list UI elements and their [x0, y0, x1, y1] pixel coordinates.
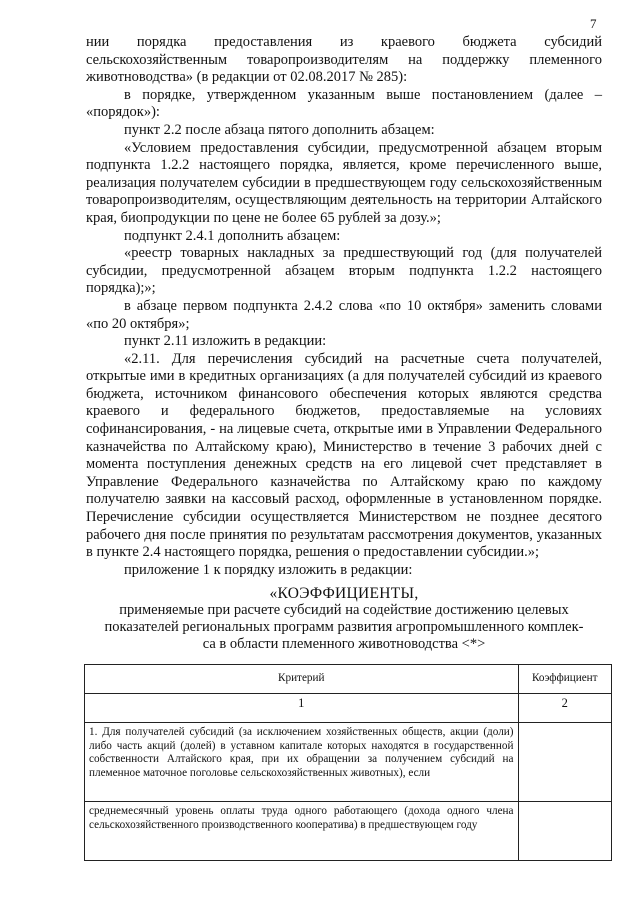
coefficient-cell [518, 723, 612, 802]
appendix-heading [86, 585, 602, 653]
column-header-criterion: Критерий [85, 665, 519, 694]
paragraph: в порядке, утвержденном указанным выше постановлением (далее – «порядок»): [86, 86, 602, 121]
criterion-cell: среднемесячный уровень оплаты труда одного работающего (дохода одного члена сельскохозяйственного производственного кооператива) в предшествующем году [85, 802, 519, 861]
table-header-row [85, 665, 612, 694]
table-row [85, 723, 612, 802]
appendix-subtitle-line: са в области племенного животноводства <*> [202, 636, 486, 653]
paragraph: «реестр товарных накладных за предшествующий год (для получателей субсидии, предусмотренной абзацем вторым подпункта 1.2.2 настоящего порядка);»; [86, 245, 602, 297]
column-number: 2 [518, 694, 612, 723]
appendix-subtitle-line: применяемые при расчете субсидий на содействие достижению целевых [119, 602, 569, 619]
criterion-cell: 1. Для получателей субсидий (за исключением хозяйственных обществ, акции (доли) либо часть акций (долей) в уставном капитале которых находятся в государственной собственности Алтайского края, при их обращении за получением субсидий на племенное маточное поголовье сельскохозяйственных животных), если [85, 723, 519, 802]
column-number: 1 [85, 694, 519, 723]
paragraph: нии порядка предоставления из краевого бюджета субсидий сельскохозяйственным товаропроизводителям на поддержку племенного животноводства» (в редакции от 02.08.2017 № 285): [86, 34, 602, 86]
paragraph: подпункт 2.4.1 дополнить абзацем: [124, 227, 341, 244]
paragraph: в абзаце первом подпункта 2.4.2 слова «по 10 октября» заменить словами «по 20 октября»; [86, 297, 602, 332]
coefficient-cell [518, 802, 612, 861]
document-body [86, 34, 602, 653]
appendix-subtitle-line: показателей региональных программ развития агропромышленного комплек- [104, 619, 584, 636]
paragraph: приложение 1 к порядку изложить в редакции: [124, 561, 413, 578]
paragraph: «2.11. Для перечисления субсидий на расчетные счета получателей, открытые ими в кредитных организациях (а для получателей субсидий из краевого бюджета, источником финансового обеспечения которых являются средства краевого и федерального бюджетов, предоставляемые на условиях софинансирования, - на лицевые счета, открытые ими в Управлении Федерального казначейства по Алтайскому краю), Министерство в течение 3 рабочих дней с момента поступления денежных средств на его лицевой счет представляет в Управление Федерального казначейства по Алтайскому краю по каждому получателю заявки на кассовый расход, оформленные в установленном порядке. Перечисление субсидии осуществляется Министерством не позднее десятого рабочего дня после принятия по результатам рассмотрения документов, указанных в пункте 2.4 настоящего порядка, решения о предоставлении субсидии.»; [86, 350, 602, 561]
page-number: 7 [590, 16, 597, 31]
table-row [85, 802, 612, 861]
coefficients-table [84, 664, 612, 861]
table-number-row [85, 694, 612, 723]
paragraph: «Условием предоставления субсидии, предусмотренной абзацем вторым подпункта 1.2.2 настоящего порядка, является, кроме перечисленного выше, реализация получателем субсидии в предшествующем году сельскохозяйственным товаропроизводителям, осуществляющим деятельность на территории Алтайского края, биопродукции по цене не более 65 рублей за дозу.»; [86, 139, 602, 226]
paragraph: пункт 2.2 после абзаца пятого дополнить абзацем: [124, 121, 435, 138]
appendix-title: «КОЭФФИЦИЕНТЫ, [269, 585, 419, 603]
column-header-coefficient: Коэффициент [518, 665, 612, 694]
paragraph: пункт 2.11 изложить в редакции: [124, 333, 327, 350]
